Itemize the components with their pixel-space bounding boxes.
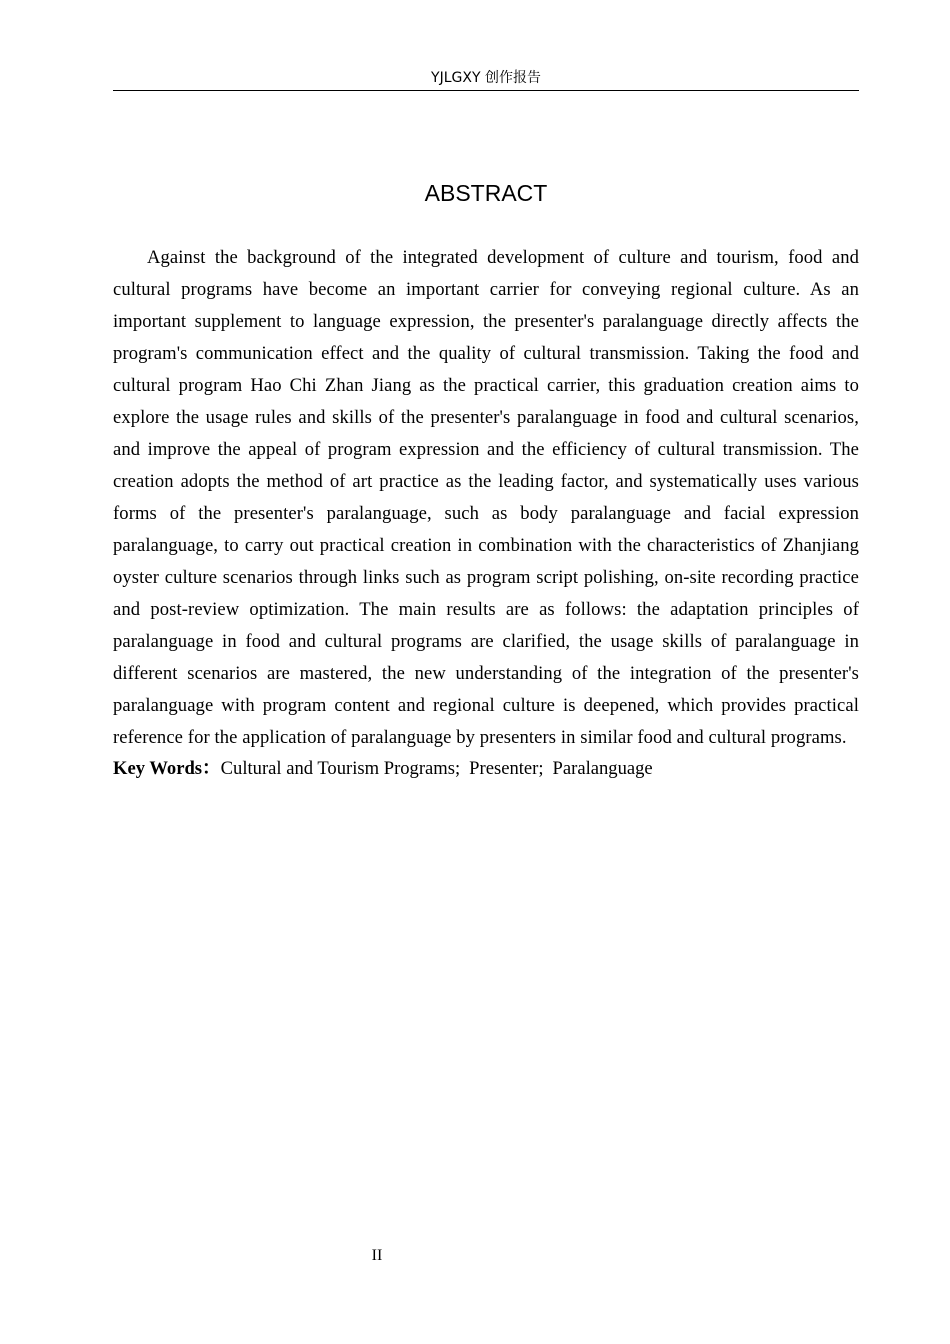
- keyword-item: Cultural and Tourism Programs;: [220, 758, 461, 779]
- keyword-item: Presenter;: [469, 758, 544, 779]
- abstract-title: ABSTRACT: [424, 180, 548, 206]
- running-header: YJLGXY 创作报告: [113, 68, 859, 91]
- abstract-body: Against the background of the integrated development of culture and tourism, food and cultural programs have become an important carrier for conveying regional culture. As an important supplement to language expression, the presenter's paralanguage directly affects the program's communication effect and the quality of cultural transmission. Taking the food and cultural program Hao Chi Zhan Jiang as the practical carrier, this graduation creation aims to explore the usage rules and skills of the presenter's paralanguage in food and cultural scenarios, and improve the appeal of program expression and the efficiency of cultural transmission. The creation adopts the method of art practice as the leading factor, and systematically uses various forms of the presenter's paralanguage, such as body paralanguage and facial expression paralanguage, to carry out practical creation in combination with the characteristics of Zhanjiang oyster culture scenarios through links such as program script polishing, on-site recording practice and post-review optimization. The main results are as follows: the adaptation principles of paralanguage in food and cultural programs are clarified, the usage skills of paralanguage in different scenarios are mastered, the new understanding of the integration of the presenter's paralanguage with program content and regional culture is deepened, which provides practical reference for the application of paralanguage by presenters in similar food and cultural programs.: [113, 247, 859, 748]
- keywords-line: [113, 753, 859, 785]
- keywords-label: Key Words：: [113, 758, 221, 779]
- page-number: II: [371, 1247, 383, 1264]
- keyword-item: Paralanguage: [552, 758, 653, 779]
